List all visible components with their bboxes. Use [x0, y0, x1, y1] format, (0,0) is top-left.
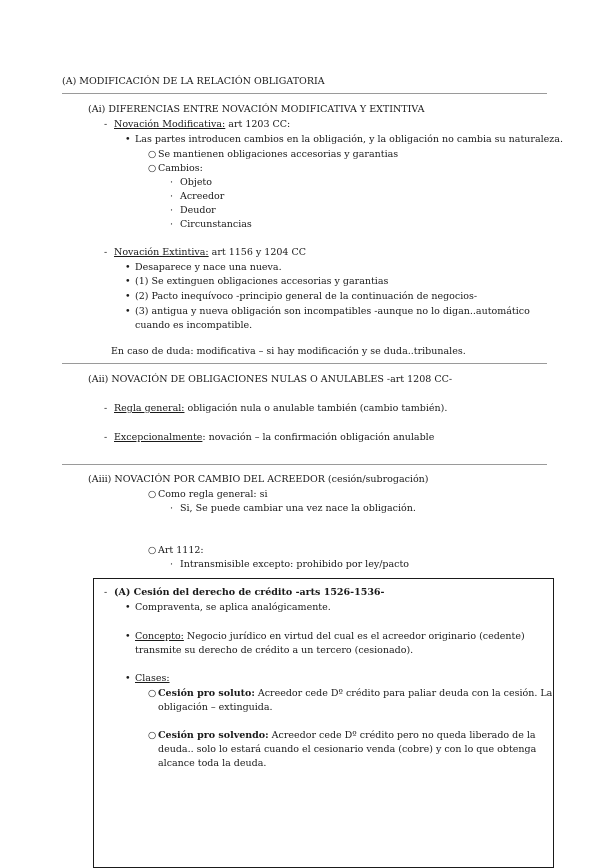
excepcional-line — [104, 432, 434, 444]
cambio-text: Circunstancias — [180, 219, 252, 230]
aiii-heading: (Aiii) NOVACIÓN POR CAMBIO DEL ACREEDOR (cesión/subrogación) — [88, 474, 429, 485]
cambio-text: Deudor — [180, 205, 216, 216]
excep-text: : novación – la confirmación obligación anulable — [202, 432, 435, 443]
concepto-item — [125, 630, 557, 658]
aiii-art-sub: Intransmisible excepto: prohibido por ley/pacto — [180, 559, 410, 570]
circle-bullet-icon: ○ — [148, 149, 157, 160]
circle-bullet-icon: ○ — [148, 163, 157, 174]
dash-bullet-icon: ‐ — [104, 432, 108, 443]
dash-bullet-icon: ‐ — [104, 403, 108, 414]
cambios-label: Cambios: — [158, 163, 203, 174]
dash-bullet-icon: ‐ — [104, 247, 108, 258]
concepto-text: Negocio jurídico en virtud del cual es el acreedor originario (cedente) transmite su derecho de crédito a un tercero (cesionado). — [135, 631, 525, 656]
aiii-art-sub-item — [170, 559, 409, 571]
ext-text: (1) Se extinguen obligaciones accesorias y garantias — [135, 276, 389, 287]
dot-bullet-icon: · — [170, 177, 174, 188]
aiii-art: Art 1112: — [158, 545, 204, 556]
divider — [62, 464, 547, 465]
solvendo-label: Cesión pro solvendo: — [158, 730, 269, 741]
clases-label: Clases: — [135, 673, 170, 684]
cesion-title: (A) Cesión del derecho de crédito -arts 1526-1536- — [114, 587, 385, 598]
circle-bullet-icon: ○ — [148, 730, 157, 741]
duda-note: En caso de duda: modificativa – si hay modificación y se duda..tribunales. — [111, 346, 466, 357]
dash-bullet-icon: ‐ — [104, 587, 108, 598]
novacion-modificativa-line — [104, 119, 290, 131]
solvendo-text: Acreedor cede Dº crédito pero no queda liberado de la deuda.. solo lo estará cuando el cesionario venda (cobre) y con lo que obtenga alcance toda la deuda. — [158, 730, 537, 769]
excep-label: Excepcionalmente — [114, 432, 203, 443]
cesion-box — [93, 578, 554, 868]
cesion-title-line — [104, 587, 384, 599]
concepto-label: Concepto: — [135, 631, 184, 642]
circle-bullet-icon: ○ — [148, 545, 157, 556]
bullet-icon: • — [125, 134, 131, 145]
cambio-text: Acreedor — [180, 191, 225, 202]
ext-item — [125, 262, 282, 274]
dot-bullet-icon: · — [170, 503, 174, 514]
aiii-regla: Como regla general: si — [158, 489, 268, 500]
ext-text: (3) antigua y nueva obligación son incompatibles -aunque no lo digan..automático cuando es incompatible. — [135, 306, 530, 331]
mod-label: Novación Modificativa: — [114, 119, 226, 130]
divider — [62, 93, 547, 94]
dot-bullet-icon: · — [170, 559, 174, 570]
soluto-label: Cesión pro soluto: — [158, 688, 255, 699]
compraventa-text: Compraventa, se aplica analógicamente. — [135, 602, 331, 613]
pro-soluto-item — [148, 687, 556, 715]
circle-bullet-icon: ○ — [148, 688, 157, 699]
ext-text: Desaparece y nace una nueva. — [135, 262, 282, 273]
cambio-text: Objeto — [180, 177, 212, 188]
ext-item — [125, 276, 388, 288]
divider — [62, 363, 547, 364]
cambios-item — [148, 163, 203, 175]
bullet-icon: • — [125, 673, 131, 684]
cambio-item — [170, 219, 252, 231]
regla-label: Regla general: — [114, 403, 185, 414]
ext-item — [125, 291, 477, 303]
pro-solvendo-item — [148, 729, 556, 771]
ai-heading: (Ai) DIFERENCIAS ENTRE NOVACIÓN MODIFICATIVA Y EXTINTIVA — [88, 104, 425, 115]
mod-acc: Se mantienen obligaciones accesorias y garantias — [158, 149, 399, 160]
aiii-regla-item — [148, 489, 268, 501]
regla-general-line — [104, 403, 447, 415]
ext-label: Novación Extintiva: — [114, 247, 209, 258]
aiii-regla-sub-item — [170, 503, 416, 515]
mod-desc-item — [125, 134, 563, 146]
novacion-extintiva-line — [104, 247, 306, 259]
dot-bullet-icon: · — [170, 219, 174, 230]
aiii-regla-sub: Si, Se puede cambiar una vez nace la obligación. — [180, 503, 416, 514]
mod-acc-item — [148, 149, 398, 161]
cambio-item — [170, 177, 212, 189]
circle-bullet-icon: ○ — [148, 489, 157, 500]
dot-bullet-icon: · — [170, 205, 174, 216]
clases-item — [125, 673, 170, 685]
ext-item — [125, 305, 550, 333]
ext-ref: art 1156 y 1204 CC — [208, 247, 307, 258]
dot-bullet-icon: · — [170, 191, 174, 202]
bullet-icon: • — [125, 276, 131, 287]
bullet-icon: • — [125, 631, 131, 642]
cambio-item — [170, 205, 216, 217]
section-a-title: (A) MODIFICACIÓN DE LA RELACIÓN OBLIGATORIA — [62, 76, 325, 87]
bullet-icon: • — [125, 602, 131, 613]
compraventa-item — [125, 602, 331, 614]
mod-ref: art 1203 CC: — [225, 119, 291, 130]
bullet-icon: • — [125, 306, 131, 317]
aii-heading: (Aii) NOVACIÓN DE OBLIGACIONES NULAS O ANULABLES -art 1208 CC- — [88, 374, 453, 385]
dash-bullet-icon: ‐ — [104, 119, 108, 130]
bullet-icon: • — [125, 262, 131, 273]
ext-text: (2) Pacto inequívoco -principio general de la continuación de negocios- — [135, 291, 478, 302]
regla-text: obligación nula o anulable también (cambio también). — [184, 403, 448, 414]
bullet-icon: • — [125, 291, 131, 302]
cambio-item — [170, 191, 224, 203]
aiii-art-item — [148, 545, 204, 557]
soluto-text: Acreedor cede Dº crédito para paliar deuda con la cesión. La obligación – extinguida. — [158, 688, 553, 713]
mod-desc: Las partes introducen cambios en la obligación, y la obligación no cambia su naturaleza. — [135, 134, 563, 145]
